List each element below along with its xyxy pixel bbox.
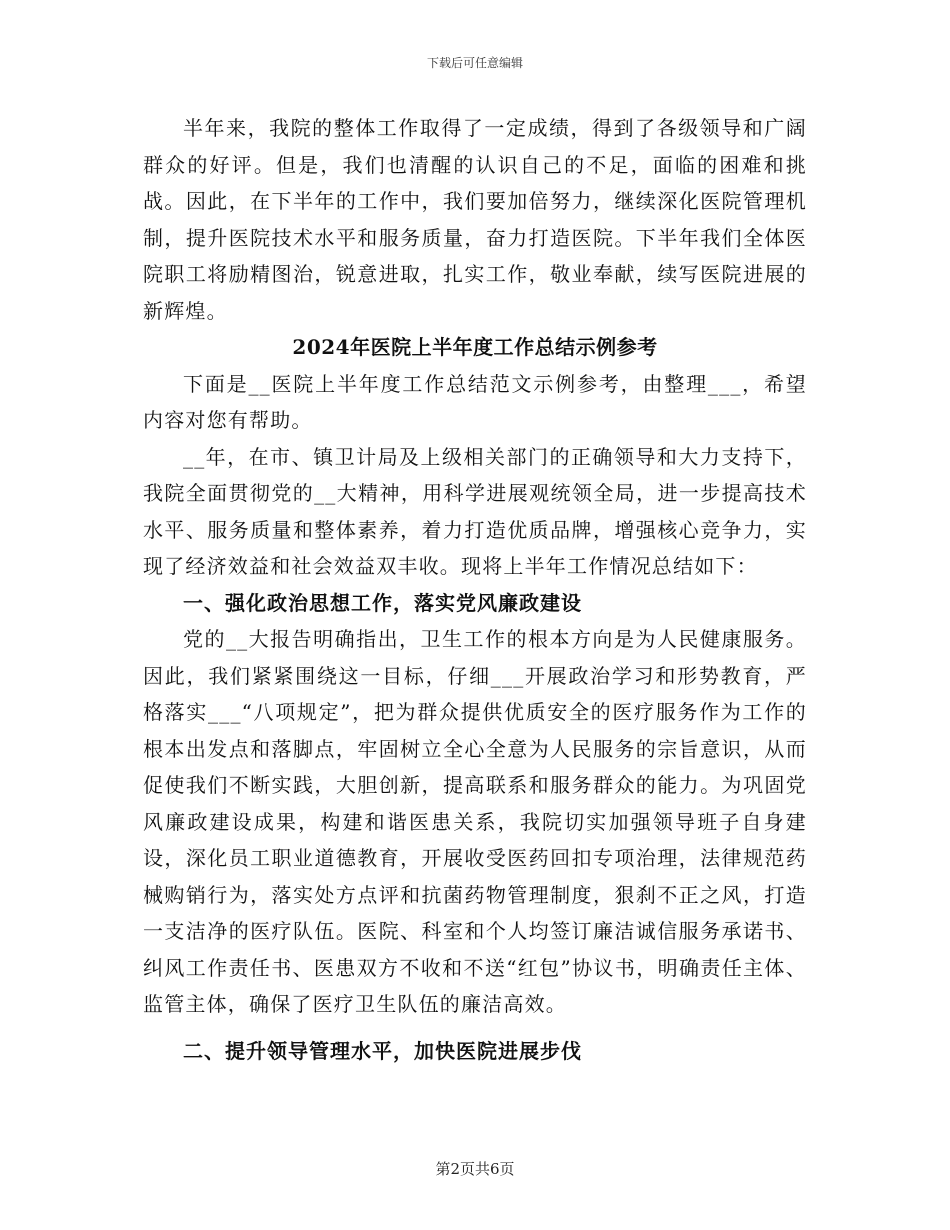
document-body (143, 110, 807, 1069)
paragraph-1: 半年来，我院的整体工作取得了一定成绩，得到了各级领导和广阔群众的好评。但是，我们也清醒的认识自己的不足，面临的困难和挑战。因此，在下半年的工作中，我们要加倍努力，继续深化医院管理机制，提升医院技术水平和服务质量，奋力打造医院。下半年我们全体医院职工将励精图治，锐意进取，扎实工作，敬业奉献，续写医院进展的新辉煌。 (143, 116, 807, 323)
paragraph-4: 党的__大报告明确指出，卫生工作的根本方向是为人民健康服务。因此，我们紧紧围绕这一目标，仔细___开展政治学习和形势教育，严格落实___“八项规定”，把为群众提供优质安全的医疗服务作为工作的根本出发点和落脚点，牢固树立全心全意为人民服务的宗旨意识，从而促使我们不断实践，大胆创新，提高联系和服务群众的能力。为巩固党风廉政建设成果，构建和谐医患关系，我院切实加强领导班子自身建设，深化员工职业道德教育，开展收受医药回扣专项治理，法律规范药械购销行为，落实处方点评和抗菌药物管理制度，狠刹不正之风，打造一支洁净的医疗队伍。医院、科室和个人均签订廉洁诚信服务承诺书、纠风工作责任书、医患双方不收和不送“红包”协议书，明确责任主体、监管主体，确保了医疗卫生队伍的廉洁高效。 (143, 627, 807, 1016)
page-footer: 第2页共6页 (435, 1160, 515, 1178)
page-header: 下载后可任意编辑 (426, 56, 523, 70)
paragraph-2: 下面是__医院上半年度工作总结范文示例参考，由整理___，希望内容对您有帮助。 (143, 371, 807, 432)
paragraph-3: __年，在市、镇卫计局及上级相关部门的正确领导和大力支持下，我院全面贯彻党的__大精神，用科学进展观统领全局，进一步提高技术水平、服务质量和整体素养，着力打造优质品牌，增强核心竞争力，实现了经济效益和社会效益双丰收。现将上半年工作情况总结如下： (143, 444, 807, 578)
document-title: 2024年医院上半年度工作总结示例参考 (292, 335, 658, 359)
section-heading-1: 一、强化政治思想工作，落实党风廉政建设 (183, 590, 582, 615)
section-heading-2: 二、提升领导管理水平，加快医院进展步伐 (183, 1038, 582, 1063)
